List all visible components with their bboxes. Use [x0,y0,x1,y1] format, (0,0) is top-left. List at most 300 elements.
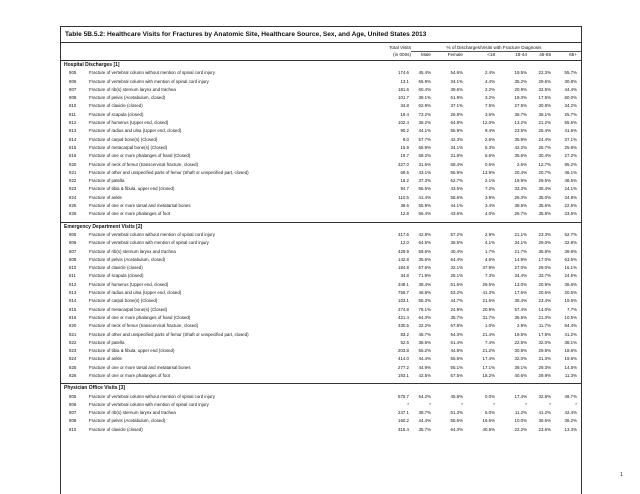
percent-cell: 12.7% [538,161,551,167]
fracture-description-cell: Fracture of other and unspecified parts of femur (Shaft or unspecified part, closed) [89,169,249,175]
percent-cell: 35.7% [450,314,463,320]
fracture-description-cell: Fracture of clavicle (closed) [89,265,143,271]
percent-cell: 31.8% [450,153,463,159]
percent-cell: 21.7% [514,248,527,254]
percent-cell: 64.3% [418,314,431,320]
percent-cell: 11.3% [564,372,577,378]
fracture-description-cell: Fracture of carpal bone(s) (Closed) [89,298,158,304]
percent-cell: 32.0% [538,339,551,345]
table-row [61,177,581,185]
percent-cell: 35.4% [538,186,551,192]
total-visits-cell: 101.7 [398,95,409,101]
percent-cell: 24.1% [564,186,577,192]
percent-cell: 36.2% [564,418,577,424]
column-header [61,43,581,61]
percent-cell: 63.5% [564,256,577,262]
percent-cell: 25.4% [538,128,551,134]
percent-cell: 10.5% [564,314,577,320]
total-visits-cell: 315.4 [398,426,409,432]
total-visits-cell: 181.6 [398,86,409,92]
percent-cell: 68.4% [450,161,463,167]
percent-cell: 55.2% [418,348,431,354]
total-visits-cell: 317.6 [398,231,409,237]
total-visits-cell: 274.8 [398,306,409,312]
icd-code-cell: 826 [69,211,77,217]
percent-cell: 32.5% [538,86,551,92]
icd-code-cell: 815 [69,306,77,312]
table-row [61,202,581,210]
percent-cell: 38.1% [564,339,577,345]
table-row [61,289,581,297]
section-heading: Emergency Department Visits [2] [61,222,581,231]
percent-cell: 60.0% [564,95,577,101]
percent-cell: 44.1% [418,128,431,134]
percent-cell: 35.6% [514,153,527,159]
icd-code-cell: 825 [69,203,77,209]
total-visits-cell: 429.9 [398,248,409,254]
percent-cell: 19.5% [564,356,577,362]
percent-cell: 39.8% [564,248,577,254]
percent-cell: 59.6% [418,248,431,254]
percent-cell: 29.3% [538,364,551,370]
percent-cell: 2.6% [516,161,527,167]
table-row [61,272,581,280]
percent-cell: 5.3% [484,144,495,150]
percent-cell: 5.0% [484,410,495,416]
table-row [61,161,581,169]
percent-cell: 11.2% [514,410,527,416]
total-visits-cell: 69.5 [400,169,409,175]
fracture-description-cell: Fracture of other and unspecified parts of femur (Shaft or unspecified part, closed) [89,331,249,337]
icd-code-cell: 810 [69,426,77,432]
total-visits-cell: 247.1 [398,410,409,416]
percent-cell: 49.7% [564,393,577,399]
table-row [61,127,581,135]
icd-code-cell: 808 [69,256,77,262]
total-visits-cell: 277.2 [398,364,409,370]
fracture-description-cell: Fracture of one or more tarsal and metatarsal bones [89,364,191,370]
icd-code-cell: 826 [69,372,77,378]
percent-cell: 45.7% [418,331,431,337]
percent-cell: 62.9% [418,103,431,109]
percent-cell: 56.5% [418,186,431,192]
fracture-description-cell: Fracture of pelvis (Acetabulum, closed) [89,418,166,424]
total-visits-cell: 110.5 [398,194,409,200]
percent-cell: 35.7% [418,426,431,432]
total-visits-cell: 90.2 [400,128,409,134]
percent-cell: 34.1% [450,78,463,84]
icd-code-cell: 816 [69,153,77,159]
icd-code-cell: 807 [69,86,77,92]
icd-code-cell: 823 [69,186,77,192]
percent-cell: 38.6% [418,339,431,345]
table-row [61,322,581,330]
percent-cell: * [429,401,431,407]
table-row [61,210,581,218]
percent-cell: 34.1% [514,240,527,246]
percent-cell: 20.5% [564,290,577,296]
percent-cell: 39.1% [514,364,527,370]
percent-cell: 42.2% [514,144,527,150]
col-female: Female [447,52,463,57]
page-number: 1 [620,472,623,478]
total-visits-cell: 34.8 [400,273,409,279]
percent-cell: 30.8% [514,348,527,354]
percent-cell: 13.3% [564,426,577,432]
percent-cell: 55.3% [418,298,431,304]
percent-cell: 23.5% [514,128,527,134]
col-under18: <18 [487,52,495,57]
table-row [61,281,581,289]
percent-cell: 35.6% [418,256,431,262]
fracture-description-cell: Fracture of tibia & fibula, upper end (closed) [89,348,175,354]
icd-code-cell: 810 [69,103,77,109]
percent-cell: 19.3% [514,95,527,101]
percent-cell: 39.6% [450,86,463,92]
percent-cell: 2.6% [484,136,495,142]
table-row [61,393,581,401]
total-visits-cell: 13.1 [400,78,409,84]
percent-cell: 20.7% [538,169,551,175]
total-visits-cell: 16.2 [400,178,409,184]
table-row [61,306,581,314]
total-visits-cell: 755.7 [398,290,409,296]
percent-cell: 64.5% [418,240,431,246]
percent-cell: 4.1% [484,240,495,246]
table-row [61,264,581,272]
icd-code-cell: 824 [69,194,77,200]
percent-caption: % of Discharges/Visits with Fracture Diagnosis [446,45,542,50]
icd-code-cell: 805 [69,70,77,76]
icd-code-cell: 823 [69,348,77,354]
percent-cell: 55.1% [450,364,463,370]
percent-cell: 21.2% [482,348,495,354]
percent-cell: 25.7% [564,111,577,117]
percent-cell: 42.3% [450,136,463,142]
percent-cell: 44.9% [418,364,431,370]
percent-cell: 35.4% [514,298,527,304]
percent-cell: 36.6% [538,418,551,424]
fracture-description-cell: Fracture of tibia & fibula, upper end (closed) [89,186,175,192]
percent-cell: 29.0% [538,240,551,246]
table-row [61,355,581,363]
percent-cell: 25.8% [564,144,577,150]
percent-cell: 35.7% [514,111,527,117]
fracture-description-cell: Fracture of vertebral column with mention of spinal cord injury [89,78,209,84]
percent-cell: 17.5% [538,95,551,101]
percent-cell: 73.2% [418,111,431,117]
icd-code-cell: 805 [69,231,77,237]
table-frame [60,26,582,494]
icd-code-cell: 822 [69,178,77,184]
table-row [61,331,581,339]
percent-cell: 35.0% [538,194,551,200]
total-visits-header: Total Visits [389,45,411,50]
percent-cell: 54.6% [450,70,463,76]
icd-code-cell: 806 [69,78,77,84]
percent-cell: 38.1% [418,95,431,101]
percent-cell: 23.3% [538,231,551,237]
percent-cell: 62.7% [450,178,463,184]
percent-cell: 29.9% [538,372,551,378]
percent-cell: 40.6% [514,372,527,378]
percent-cell: 19.9% [514,178,527,184]
percent-cell: 44.1% [450,203,463,209]
total-visits-cell: 193.1 [398,372,409,378]
fracture-description-cell: Fracture of clavicle (closed) [89,426,143,432]
percent-cell: 41.4% [418,194,431,200]
icd-code-cell: 813 [69,290,77,296]
fracture-description-cell: Fracture of scapula (closed) [89,111,144,117]
percent-cell: 61.6% [450,281,463,287]
fracture-description-cell: Fracture of radius and ulna (Upper end, closed) [89,128,182,134]
percent-cell: 38.4% [418,281,431,287]
percent-cell: 55.5% [564,120,577,126]
col-18-44: 18-44 [515,52,527,57]
percent-cell: 27.2% [564,153,577,159]
icd-code-cell: 806 [69,401,77,407]
percent-cell: 55.7% [564,70,577,76]
percent-cell: 22.2% [514,426,527,432]
percent-cell: 55.9% [450,128,463,134]
percent-cell: 21.3% [538,314,551,320]
percent-cell: 55.6% [450,356,463,362]
percent-cell: 46.8% [418,290,431,296]
percent-cell: 22.3% [538,70,551,76]
percent-cell: 42.5% [418,372,431,378]
total-visits-cell: 38.6 [400,203,409,209]
percent-cell: 21.1% [514,231,527,237]
fracture-description-cell: Fracture of ankle [89,194,122,200]
percent-cell: 44.4% [418,356,431,362]
percent-cell: 4.4% [484,78,495,84]
percent-cell: * [525,401,527,407]
fracture-description-cell: Fracture of vertebral column without mention of spinal cord injury [89,393,215,399]
table-row [61,297,581,305]
percent-cell: 42.4% [564,410,577,416]
percent-cell: 24.4% [538,136,551,142]
percent-cell: 34.2% [564,103,577,109]
percent-cell: 3.2% [484,95,495,101]
table-row [61,364,581,372]
fracture-description-cell: Fracture of pelvis (Acetabulum, closed) [89,256,166,262]
table-title: Table 5B.5.2: Healthcare Visits for Fractures by Anatomic Site, Healthcare Source, Sex, and Age, United States 2013 [61,27,581,43]
percent-cell: 36.5% [514,314,527,320]
total-visits-cell: 102.4 [398,120,409,126]
percent-cell: 37.1% [450,103,463,109]
icd-code-cell: 825 [69,364,77,370]
fracture-description-cell: Fracture of patella [89,339,125,345]
total-visits-cell: 12.0 [400,240,409,246]
table-row [61,401,581,409]
percent-cell: 20.9% [482,306,495,312]
fracture-description-cell: Fracture of metacarpal bone(s) (Closed) [89,306,168,312]
icd-code-cell: 814 [69,298,77,304]
percent-cell: 3.6% [484,111,495,117]
percent-cell: 16.6% [482,418,495,424]
percent-cell: 12.0% [482,120,495,126]
percent-cell: 28.1% [450,273,463,279]
percent-cell: 26.7% [514,211,527,217]
percent-cell: 30.4% [538,153,551,159]
table-row [61,152,581,160]
percent-cell: 26.7% [538,144,551,150]
percent-cell: 61.3% [450,410,463,416]
percent-cell: 2.2% [484,86,495,92]
icd-code-cell: 808 [69,95,77,101]
table-row [61,314,581,322]
total-visits-cell: 103.1 [398,298,409,304]
icd-code-cell: 812 [69,281,77,287]
percent-cell: 29.8% [538,348,551,354]
percent-cell: 29.6% [538,78,551,84]
percent-cell: 14.5% [564,364,577,370]
percent-cell: 2.4% [484,70,495,76]
table-row [61,256,581,264]
total-visits-cell: 8.0 [402,136,409,142]
fracture-description-cell: Fracture of rib(s) sternum larynx and trachea [89,410,176,416]
table-row [61,194,581,202]
percent-cell: 26.8% [450,111,463,117]
percent-cell: 34.1% [450,144,463,150]
percent-cell: 19.5% [564,298,577,304]
percent-cell: 31.3% [538,356,551,362]
percent-cell: 34.8% [564,194,577,200]
fracture-description-cell: Fracture of one or more phalanges of foot [89,372,171,378]
percent-cell: 17.1% [482,364,495,370]
total-visits-cell: 19.7 [400,153,409,159]
percent-cell: 17.8% [538,331,551,337]
percent-cell: 45.4% [418,70,431,76]
table-row [61,111,581,119]
percent-cell: 3.9% [484,194,495,200]
percent-cell: 64.3% [450,426,463,432]
percent-cell: 10.0% [514,418,527,424]
fracture-description-cell: Fracture of clavicle (closed) [89,103,143,109]
percent-cell: 14.9% [514,256,527,262]
icd-code-cell: 807 [69,410,77,416]
percent-cell: 60.4% [418,86,431,92]
table-row [61,69,581,77]
percent-cell: 44.4% [564,86,577,92]
icd-code-cell: 824 [69,356,77,362]
fracture-description-cell: Fracture of vertebral column without mention of spinal cord injury [89,231,215,237]
table-body [61,61,581,434]
percent-cell: * [549,401,551,407]
percent-cell: 56.9% [450,169,463,175]
percent-cell: 0.0% [484,393,495,399]
percent-cell: 35.2% [514,78,527,84]
percent-cell: * [493,401,495,407]
fracture-description-cell: Fracture of one or more phalanges of hand (Closed) [89,314,191,320]
percent-cell: 40.4% [450,248,463,254]
percent-cell: 27.0% [514,265,527,271]
percent-cell: 29.5% [482,281,495,287]
icd-code-cell: 810 [69,265,77,271]
table-row [61,144,581,152]
percent-cell: 21.2% [538,120,551,126]
percent-cell: 33.5% [564,211,577,217]
percent-cell: 41.2% [538,410,551,416]
total-visits-cell: 83.2 [400,331,409,337]
percent-cell: 41.2% [564,331,577,337]
total-visits-cell: 94.7 [400,186,409,192]
col-male: Male [421,52,431,57]
total-visits-cell: 414.0 [398,356,409,362]
percent-cell: 32.2% [418,323,431,329]
table-row [61,136,581,144]
icd-code-cell: 820 [69,161,77,167]
percent-cell: 17.4% [514,393,527,399]
percent-cell: 38.5% [514,203,527,209]
percent-cell: 37.9% [482,265,495,271]
percent-cell: 2.9% [516,323,527,329]
percent-cell: 65.9% [418,144,431,150]
percent-cell: 22.5% [514,339,527,345]
icd-code-cell: 806 [69,240,77,246]
percent-cell: 17.0% [538,256,551,262]
percent-cell: 46.1% [564,169,577,175]
percent-cell: 43.5% [450,186,463,192]
percent-cell: 54.2% [418,393,431,399]
total-visits-cell: 15.9 [400,144,409,150]
percent-cell: 13.9% [482,169,495,175]
icd-code-cell: 813 [69,128,77,134]
percent-cell: 57.2% [450,231,463,237]
percent-cell: 48.5% [564,178,577,184]
total-visits-cell: 12.8 [400,211,409,217]
percent-cell: 30.8% [538,103,551,109]
total-visits-cell: 184.8 [398,265,409,271]
fracture-description-cell: Fracture of vertebral column with mention of spinal cord injury [89,401,209,407]
total-visits-cell: 330.5 [398,323,409,329]
icd-code-cell: 822 [69,339,77,345]
percent-cell: 38.7% [418,410,431,416]
percent-cell: 2.1% [484,178,495,184]
percent-cell: 1.0% [484,323,495,329]
percent-cell: 61.4% [450,339,463,345]
units-header: (in 000s) [393,52,411,57]
fracture-description-cell: Fracture of scapula (closed) [89,273,144,279]
fracture-description-cell: Fracture of carpal bone(s) (Closed) [89,136,158,142]
total-visits-cell: 34.8 [400,103,409,109]
percent-cell: 6.6% [484,153,495,159]
icd-code-cell: 808 [69,418,77,424]
percent-cell: 64.4% [450,256,463,262]
percent-cell: 17.6% [514,290,527,296]
percent-cell: 68.2% [418,153,431,159]
percent-cell: 35.2% [418,120,431,126]
percent-cell: 57.5% [450,372,463,378]
percent-cell: 35.1% [538,111,551,117]
table-row [61,417,581,425]
percent-cell: 4.6% [484,256,495,262]
percent-cell: 11.7% [538,323,551,329]
percent-cell: 45.8% [450,393,463,399]
percent-cell: 43.1% [418,169,431,175]
total-visits-cell: 575.7 [398,393,409,399]
fracture-description-cell: Fracture of one or more tarsal and metatarsal bones [89,203,191,209]
total-visits-cell: 52.6 [400,339,409,345]
percent-cell: 84.4% [564,323,577,329]
percent-cell: 7.7% [566,306,577,312]
fracture-description-cell: Fracture of metacarpal bone(s) (Closed) [89,144,168,150]
total-visits-cell: 421.4 [398,314,409,320]
percent-cell: 67.8% [450,323,463,329]
col-65plus: 65+ [569,52,577,57]
percent-cell: 65.9% [418,78,431,84]
total-visits-cell: 174.6 [398,70,409,76]
